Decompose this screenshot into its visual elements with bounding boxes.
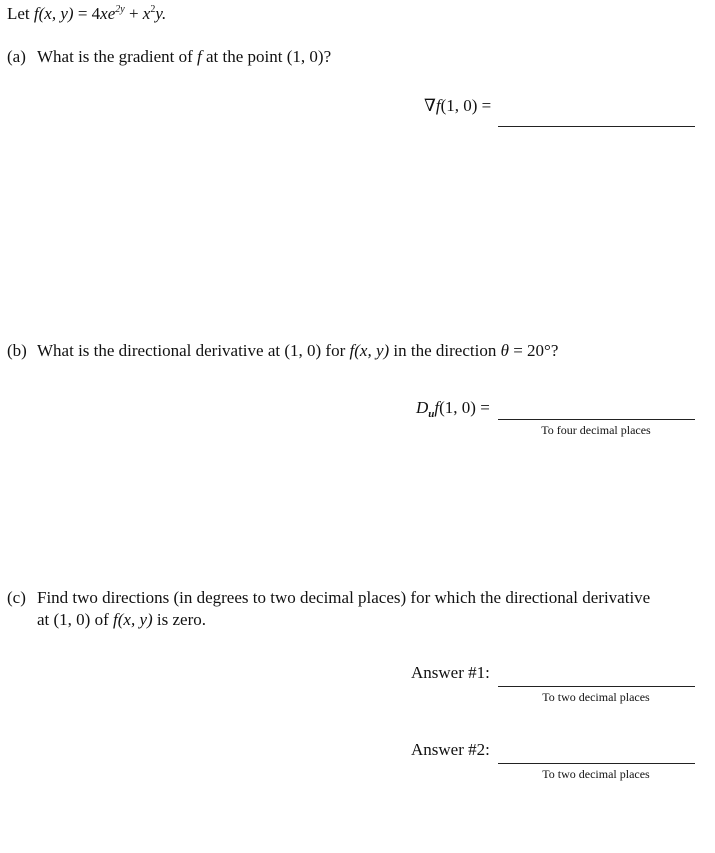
intro-prefix: Let [7,4,34,23]
u-subscript: u [428,408,435,420]
f-symbol: f [434,398,440,417]
directional-answer-label [416,398,490,418]
gradient-answer-label [424,96,491,116]
intro-xe: xe [100,4,116,23]
function-definition [7,4,166,24]
answer1-label: Answer #1: [411,663,490,682]
answer2-label: Answer #2: [411,740,490,759]
answer2-hint: To two decimal places [542,767,650,781]
question-b-args: (x, y) [354,341,390,360]
question-b-text: What is the directional derivative at (1, 0) for [37,341,350,360]
f-symbol: f [197,47,202,66]
gradient-answer-tail: (1, 0) = [440,96,492,115]
d-symbol: D [416,398,429,417]
f-symbol: f [349,341,355,360]
question-c-args: (x, y) [117,610,153,629]
theta-symbol: θ [500,341,509,360]
question-c [7,587,650,631]
answer1-field[interactable] [498,686,695,687]
answer2-field[interactable] [498,763,695,764]
question-b-label: (b) [7,341,27,360]
question-c-end: is zero. [152,610,207,629]
intro-plus: + [124,4,143,23]
question-b-end: = 20°? [508,341,559,360]
question-c-line2 [7,609,650,631]
question-c-text2: at (1, 0) of [37,610,114,629]
question-b [7,341,558,361]
directional-answer-tail: (1, 0) = [439,398,490,417]
directional-answer-field[interactable] [498,419,695,420]
question-a-text: What is the gradient of [37,47,198,66]
question-a-text-end: at the point (1, 0)? [201,47,332,66]
gradient-answer-field[interactable] [498,126,695,127]
question-b-mid: in the direction [389,341,501,360]
question-a-label: (a) [7,47,26,66]
intro-x2: x [142,4,151,23]
intro-eq: = 4 [73,4,101,23]
intro-exp1: 2y [115,4,125,15]
question-c-label: (c) [7,588,26,607]
intro-exp2: 2 [150,4,156,15]
question-c-text: Find two directions (in degrees to two decimal places) for which the directional derivative [37,588,651,607]
f-symbol: f [113,610,118,629]
question-a [7,47,331,67]
nabla-symbol: ∇ [424,96,436,115]
question-c-line1 [7,587,650,609]
directional-hint: To four decimal places [541,423,651,437]
intro-args: (x, y) [38,4,74,23]
f-symbol: f [33,4,39,23]
f-symbol: f [435,96,441,115]
intro-y: y. [155,4,167,23]
answer1-hint: To two decimal places [542,690,650,704]
